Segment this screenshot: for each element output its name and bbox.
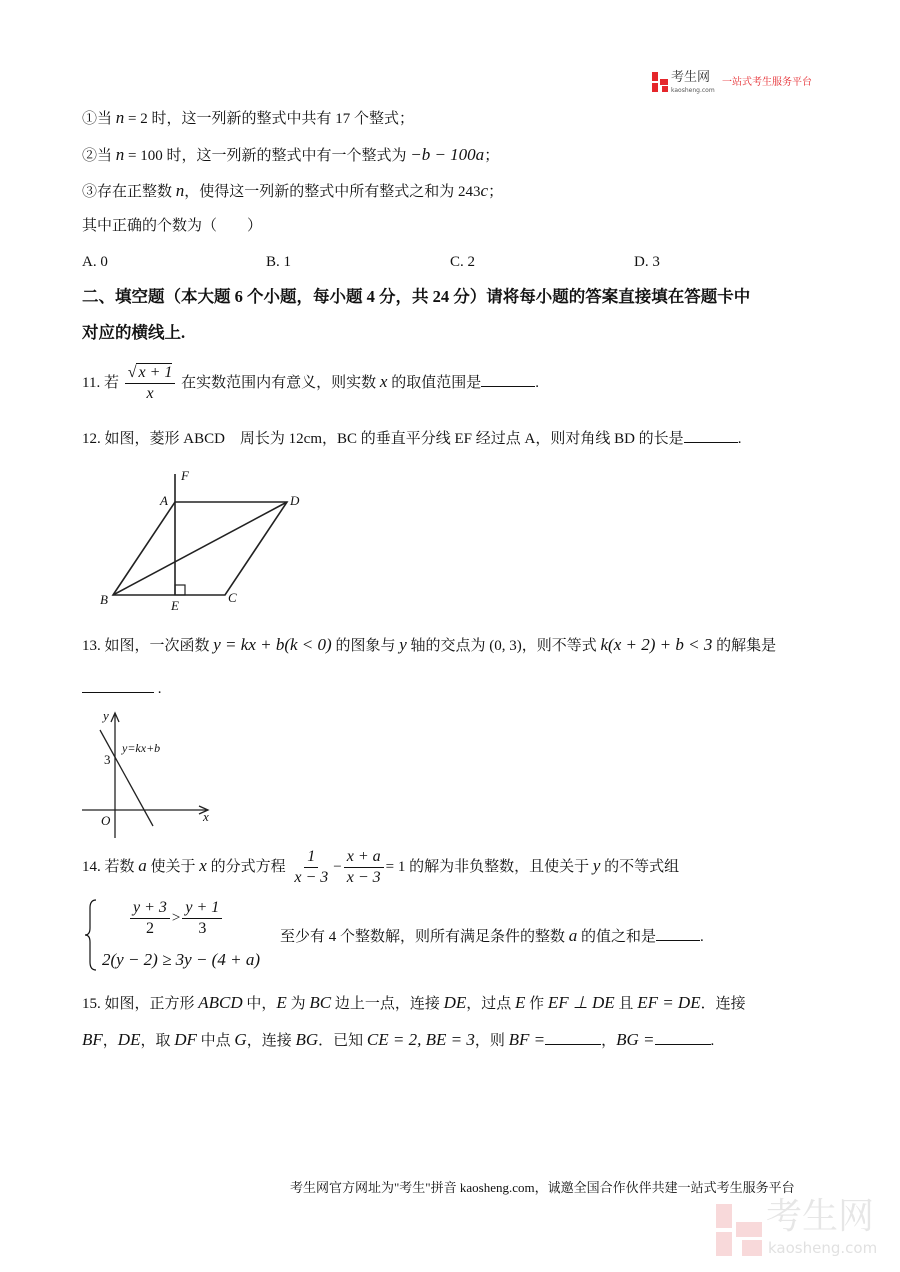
text-segment: ， (601, 1033, 617, 1049)
math-expression: E (515, 993, 526, 1012)
text-segment: 中点 (196, 1033, 235, 1049)
var-a: a (568, 926, 578, 945)
q14-text: 14. 若数 (82, 859, 139, 875)
graph-x-label: x (203, 809, 209, 824)
inequality-1 (128, 898, 224, 939)
math-expression: BG (295, 1030, 319, 1049)
right-angle-mark (175, 585, 185, 595)
section-heading-cont: 对应的横线上. (82, 323, 186, 342)
diagonal-bd (113, 502, 287, 595)
math-expression: y (399, 635, 407, 654)
logo-subtext: kaosheng.com (671, 87, 715, 94)
q14-text: 使关于 (146, 859, 200, 875)
fraction-1 (291, 847, 331, 888)
y-axis-arrow (111, 713, 119, 722)
bg-answer-blank[interactable] (655, 1030, 711, 1045)
math-expression: DE (443, 993, 467, 1012)
math-expression: y = kx + b(k < 0) (213, 635, 332, 654)
q14-text: 的值之和是 (577, 929, 657, 945)
q15-text (82, 1030, 546, 1049)
denominator: x − 3 (346, 869, 381, 887)
q14-text: = 1 的解为非负整数，且使关于 (385, 859, 593, 875)
text-segment: 且 (614, 996, 638, 1012)
math-expression: EF ⊥ DE (547, 993, 615, 1012)
header-slogan: 一站式考生服务平台 (722, 77, 812, 88)
label-e: E (171, 598, 179, 613)
graph-y-label: y (103, 708, 109, 723)
q14-answer-blank[interactable] (656, 926, 700, 941)
text-segment: 边上一点，连接 (331, 996, 444, 1012)
rhombus-abcd (113, 502, 287, 595)
text-segment: ，取 (140, 1033, 175, 1049)
q10-statement-2 (82, 145, 499, 166)
math-expression: G (234, 1030, 247, 1049)
math-expression: n (175, 181, 185, 200)
fraction (182, 898, 222, 939)
label-f: F (181, 468, 189, 483)
text-segment: 作 (525, 996, 548, 1012)
math-expression: EF = DE (637, 993, 701, 1012)
numerator: y + 1 (182, 898, 222, 919)
math-expression: BC (309, 993, 332, 1012)
bf-answer-blank[interactable] (545, 1030, 601, 1045)
label-d: D (290, 493, 300, 508)
period: . (700, 929, 704, 945)
q11-number: 11. 若 (82, 375, 119, 391)
q14-continuation (280, 926, 704, 947)
text-segment: 其中正确的个数为（ ） (82, 218, 263, 234)
q11-radicand: x + 1 (138, 364, 173, 382)
q13-answer-blank[interactable] (82, 678, 154, 693)
math-expression: DE (117, 1030, 141, 1049)
text-segment: 13. 如图，一次函数 (82, 638, 214, 654)
text-segment: = 100 时，这一列新的整式中有一个整式为 (124, 148, 411, 164)
q11-answer-blank[interactable] (481, 372, 535, 387)
graph-intercept-label: 3 (104, 752, 111, 767)
var-x: x (199, 856, 207, 875)
q14-text: 的分式方程 (206, 859, 286, 875)
text-segment: ， (102, 1033, 118, 1049)
var-y: y (592, 856, 601, 875)
logo-text: 考生网 (671, 70, 711, 85)
text-segment: 的图象与 (331, 638, 400, 654)
q11-denominator: x (146, 385, 154, 403)
text-segment: ，使得这一列新的整式中所有整式之和为 243 (184, 184, 481, 200)
graph-origin-label: O (101, 813, 111, 828)
text-segment: = 2 时，这一列新的整式中共有 17 个整式； (124, 111, 414, 127)
numerator: 1 (304, 847, 318, 868)
period: . (737, 431, 742, 447)
text-segment: 15. 如图，正方形 (82, 996, 199, 1012)
label-a: A (160, 493, 168, 508)
q13-answer-line (82, 678, 162, 699)
section-heading: 二、填空题（本大题 6 个小题，每小题 4 分，共 24 分）请将每小题的答案直接填在答题卡中 (82, 287, 751, 306)
math-expression: n (115, 145, 125, 164)
option-d: D. 3 (634, 254, 660, 270)
brace-icon (84, 898, 98, 972)
math-expression: BF (82, 1030, 103, 1049)
question-12 (82, 428, 741, 449)
q10-prompt (82, 216, 262, 236)
text-segment: ，过点 (466, 996, 516, 1012)
math-expression: c (480, 181, 489, 200)
math-expression: DF (174, 1030, 197, 1049)
text-segment: 中， (242, 996, 277, 1012)
q14-text: 至少有 4 个整数解，则所有满足条件的整数 (280, 929, 569, 945)
fraction-2 (344, 847, 384, 888)
question-11 (82, 362, 539, 404)
label-c: C (228, 590, 237, 605)
numerator: y + 3 (130, 898, 170, 919)
math-expression: ABCD (198, 993, 243, 1012)
q11-text: 在实数范围内有意义，则实数 (181, 375, 380, 391)
q14-text: 的不等式组 (600, 859, 680, 875)
question-15 (82, 993, 746, 1014)
q11-fraction (125, 363, 176, 404)
text-segment: ，连接 (246, 1033, 296, 1049)
period: . (535, 375, 539, 391)
question-13 (82, 635, 776, 656)
option-c: C. 2 (450, 254, 476, 270)
text-segment: ； (488, 184, 504, 200)
option-b: B. 1 (266, 254, 292, 270)
text-segment: 的解集是 (712, 638, 777, 654)
q15-text (601, 1030, 655, 1049)
math-expression: CE = 2, BE = 3 (366, 1030, 475, 1049)
denominator: x − 3 (294, 869, 329, 887)
watermark-logo (716, 1196, 886, 1262)
text-segment: 为 (286, 996, 310, 1012)
watermark-subtext: kaosheng.com (768, 1239, 878, 1257)
fraction (130, 898, 170, 939)
watermark-text: 考生网 (766, 1196, 875, 1237)
label-b: B (100, 592, 108, 607)
denominator: 3 (198, 920, 207, 937)
text-segment: ．已知 (318, 1033, 367, 1049)
q12-text: 12. 如图，菱形 ABCD 周长为 12cm，BC 的垂直平分线 EF 经过点 A，则对角线 BD 的长是 (82, 431, 684, 447)
q12-answer-blank[interactable] (684, 428, 738, 443)
period: . (157, 681, 162, 697)
denominator: 2 (145, 920, 154, 937)
math-expression: BG = (616, 1030, 655, 1049)
period: . (710, 1033, 715, 1049)
q11-var: x (379, 372, 388, 391)
minus-sign: − (333, 859, 342, 875)
inequality-2: 2(y − 2) ≥ 3y − (4 + a) (102, 950, 260, 969)
text-segment: ②当 (82, 148, 116, 164)
watermark-icon (716, 1204, 762, 1256)
gt-sign: > (171, 909, 181, 926)
graph-line-label: y=kx+b (122, 741, 161, 755)
question-15-cont (82, 1030, 714, 1051)
text-segment: ； (484, 148, 500, 164)
q10-statement-3 (82, 181, 503, 202)
math-expression: BF = (508, 1030, 546, 1049)
text-segment: ①当 (82, 111, 116, 127)
text-segment: ③存在正整数 (82, 184, 176, 200)
q11-text-2: 的取值范围是 (387, 375, 482, 391)
math-expression: n (115, 108, 125, 127)
text-segment: ．连接 (700, 996, 746, 1012)
kaosheng-logo-icon (652, 72, 668, 92)
question-14 (82, 846, 679, 888)
math-expression: −b − 100a (410, 145, 485, 164)
option-a: A. 0 (82, 254, 108, 270)
text-segment: 轴的交点为 (0, 3)，则不等式 (406, 638, 601, 654)
numerator: x + a (344, 847, 384, 868)
footer-text: 考生网官方网址为"考生"拼音 kaosheng.com，诚邀全国合作伙伴共建一站式考生服务平台 (290, 1180, 795, 1195)
math-expression: E (276, 993, 287, 1012)
sqrt-sign: √ (127, 364, 137, 382)
q10-statement-1 (82, 108, 414, 129)
math-expression: k(x + 2) + b < 3 (600, 635, 713, 654)
var-a: a (138, 856, 147, 875)
text-segment: ，则 (474, 1033, 509, 1049)
